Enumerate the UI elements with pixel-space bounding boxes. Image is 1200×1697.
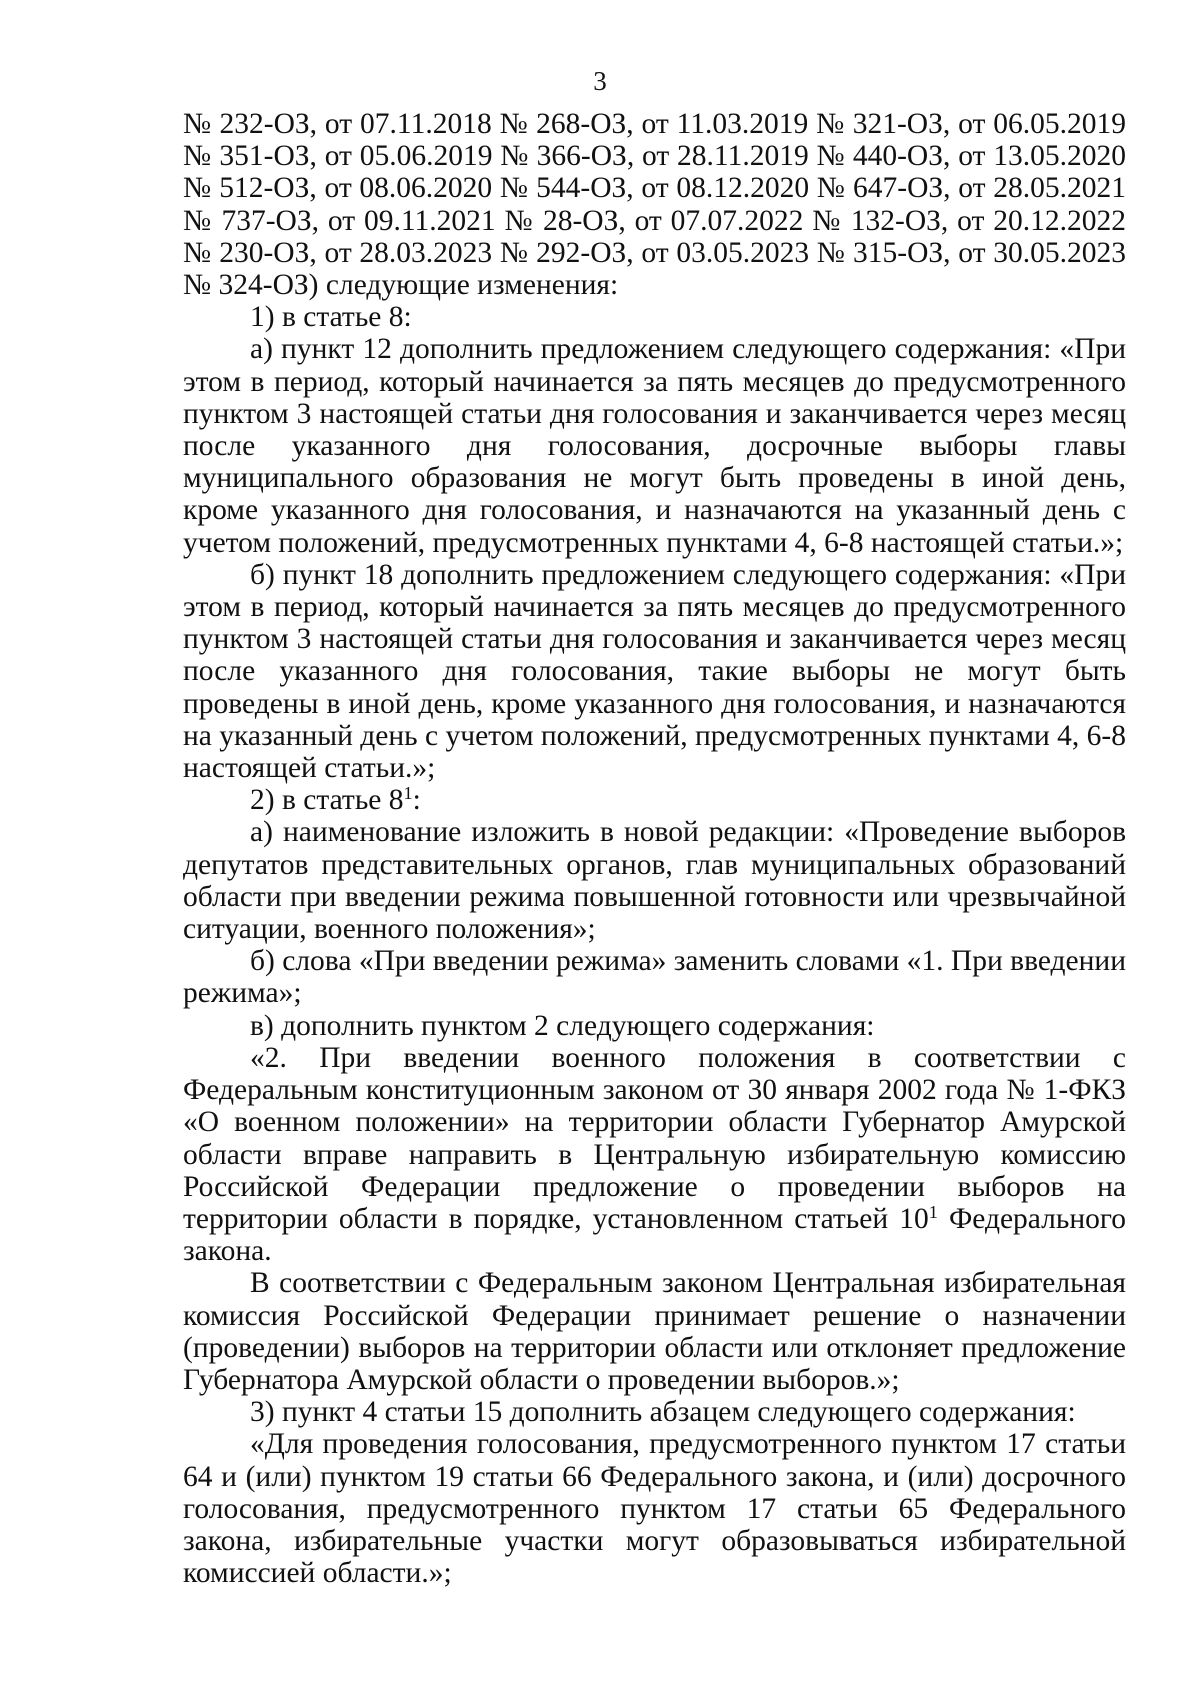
paragraph-item-2 bbox=[183, 784, 1126, 816]
paragraph-cec-decision: В соответствии с Федеральным законом Центральная избирательная комиссия Российской Федерации принимает решение о назначении (проведении) выборов на территории области или отклоняет предложение Губернатора Амурской области о проведении выборов.»; bbox=[183, 1267, 1126, 1396]
document-body bbox=[183, 108, 1126, 1589]
item-2-superscript: 1 bbox=[403, 783, 413, 804]
quoted-point-2-end: Федерального закона. bbox=[183, 1202, 1126, 1268]
item-2-colon: : bbox=[412, 784, 421, 817]
paragraph-item-1b: б) пункт 18 дополнить предложением следующего содержания: «При этом в период, который начинается за пять месяцев до предусмотренного пунктом 3 настоящей статьи дня голосования и заканчивается через месяц после указанного дня голосования, такие выборы не могут быть проведены в иной день, кроме указанного дня голосования, и назначаются на указанный день с учетом положений, предусмотренных пунктами 4, 6-8 настоящей статьи.»; bbox=[183, 558, 1126, 785]
page-number: 3 bbox=[593, 66, 607, 96]
quoted-point-2-superscript: 1 bbox=[928, 1201, 938, 1222]
item-2-text: 2) в статье 8 bbox=[250, 784, 404, 817]
paragraph-quoted-point-2 bbox=[183, 1042, 1126, 1267]
text-line-5: № 230-ОЗ, от 28.03.2023 № 292-ОЗ, от 03.05.2023 № 315-ОЗ, от 30.05.2023 bbox=[183, 236, 1126, 269]
paragraph-item-2b: б) слова «При введении режима» заменить словами «1. При введении режима»; bbox=[183, 945, 1126, 1010]
text-line-2: № 351-ОЗ, от 05.06.2019 № 366-ОЗ, от 28.11.2019 № 440-ОЗ, от 13.05.2020 bbox=[183, 140, 1126, 173]
paragraph-item-1a: а) пункт 12 дополнить предложением следующего содержания: «При этом в период, который начинается за пять месяцев до предусмотренного пунктом 3 настоящей статьи дня голосования и заканчивается через месяц после указанного дня голосования, досрочные выборы главы муниципального образования не могут быть проведены в иной день, кроме указанного дня голосования, и назначаются на указанный день с учетом положений, предусмотренных пунктами 4, 6-8 настоящей статьи.»; bbox=[183, 333, 1126, 559]
paragraph-quoted-polling-stations: «Для проведения голосования, предусмотренного пунктом 17 статьи 64 и (или) пунктом 19 статьи 66 Федерального закона, и (или) досрочного голосования, предусмотренного пунктом 17 статьи 65 Федерального закона, избирательные участки могут образовываться избирательной комиссией области.»; bbox=[183, 1428, 1126, 1590]
paragraph-item-2a: а) наименование изложить в новой редакции: «Проведение выборов депутатов представительных органов, глав муниципальных образований области при введении режима повышенной готовности или чрезвычайной ситуации, военного положения»; bbox=[183, 816, 1126, 946]
paragraph-item-2c: в) дополнить пунктом 2 следующего содержания: bbox=[250, 1009, 875, 1042]
quoted-point-2-text: «2. При введении военного положения в соответствии с Федеральным конституционным законом от 30 января 2002 года № 1-ФКЗ «О военном положении» на территории области Губернатор Амурской области вправе направить в Центральную избирательную комиссию Российской Федерации предложение о проведении выборов на территории области в порядке, установленном статьей 10 bbox=[183, 1041, 1126, 1235]
paragraph-item-3: 3) пункт 4 статьи 15 дополнить абзацем следующего содержания: bbox=[250, 1396, 1076, 1429]
paragraph-amendments-intro: № 324-ОЗ) следующие изменения: bbox=[183, 269, 619, 302]
text-line-1: № 232-ОЗ, от 07.11.2018 № 268-ОЗ, от 11.03.2019 № 321-ОЗ, от 06.05.2019 bbox=[183, 108, 1126, 140]
paragraph-item-1: 1) в статье 8: bbox=[250, 301, 412, 334]
text-line-3: № 512-ОЗ, от 08.06.2020 № 544-ОЗ, от 08.12.2020 № 647-ОЗ, от 28.05.2021 bbox=[183, 172, 1126, 205]
text-line-4: № 737-ОЗ, от 09.11.2021 № 28-ОЗ, от 07.07.2022 № 132-ОЗ, от 20.12.2022 bbox=[183, 204, 1126, 237]
